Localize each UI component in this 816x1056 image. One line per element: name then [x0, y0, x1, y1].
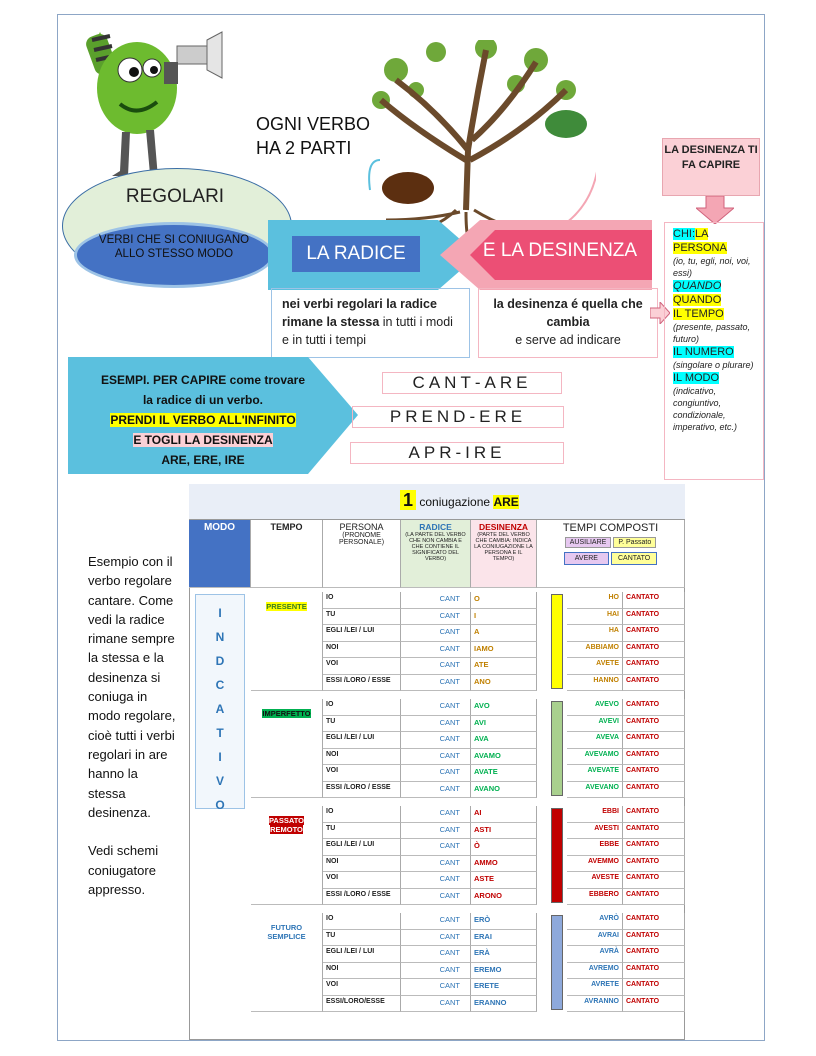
participio-cell: CANTATO — [623, 782, 685, 799]
desinenza-cell: AVI — [471, 716, 537, 733]
desinenza-cell: ERANNO — [471, 996, 537, 1013]
esempi-line-4: E TOGLI LA DESINENZA — [133, 433, 273, 447]
participio-cell: CANTATO — [623, 889, 685, 906]
esempi-line-1: ESEMPI. PER CAPIRE come trovare — [100, 373, 306, 387]
esempi-text — [78, 370, 328, 470]
persona-cell: VOI — [323, 872, 401, 889]
participio-cell: CANTATO — [623, 609, 685, 626]
desinenza-cell: ASTE — [471, 872, 537, 889]
persona-cell: TU — [323, 823, 401, 840]
participio-cell: CANTATO — [623, 732, 685, 749]
radice-cell: CANT — [401, 996, 471, 1013]
persona-cell: IO — [323, 806, 401, 823]
verb-example-3: APR -IRE — [350, 442, 564, 464]
radice-cell: CANT — [401, 609, 471, 626]
esempio-paragraph — [88, 552, 178, 899]
desinenza-cell: ERETE — [471, 979, 537, 996]
participio-cell: CANTATO — [623, 675, 685, 692]
persona-cell: VOI — [323, 765, 401, 782]
verb-example-2: PREND -ERE — [352, 406, 564, 428]
ausiliare-cell: AVEVATE — [567, 765, 623, 782]
participio-cell: CANTATO — [623, 963, 685, 980]
persona-cell: TU — [323, 609, 401, 626]
regolari-desc: VERBI CHE SI CONIUGANO ALLO STESSO MODO — [98, 234, 250, 260]
tempo-cell: PASSATO REMOTO — [251, 806, 323, 905]
desinenza-cell: Ò — [471, 839, 537, 856]
esempi-line-3: PRENDI IL VERBO ALL'INFINITO — [110, 413, 296, 427]
desinenza-cell: ERÒ — [471, 913, 537, 930]
tense-bar — [551, 594, 563, 689]
ausiliare-cell: AVEVO — [567, 699, 623, 716]
quando-italic: QUANDO — [673, 280, 722, 292]
persona-cell: EGLI /LEI / LUI — [323, 732, 401, 749]
radice-cell: CANT — [401, 823, 471, 840]
header-modo: MODO — [189, 520, 251, 588]
desinenza-note-rest: e serve ad indicare — [515, 333, 621, 347]
modo-label: IL MODO — [673, 372, 720, 384]
desinenza-cell: A — [471, 625, 537, 642]
participio-cell: CANTATO — [623, 872, 685, 889]
persona-cell: ESSI/LORO/ESSE — [323, 996, 401, 1013]
radice-note-bold: nei verbi regolari la radice rimane la stessa — [282, 297, 437, 329]
ausiliare-cell: EBBI — [567, 806, 623, 823]
desinenza-cell: AVAMO — [471, 749, 537, 766]
desinenza-info-list — [664, 222, 764, 480]
persona-cell: IO — [323, 699, 401, 716]
ausiliare-cell: AVRAI — [567, 930, 623, 947]
title-line-1: OGNI VERBO — [256, 114, 371, 134]
table-title: 1 coniugazione ARE — [400, 490, 519, 511]
header-radice: RADICE (LA PARTE DEL VERBO CHE NON CAMBIA E CHE CONTIENE IL SIGNIFICATO DEL VERBO) — [401, 520, 471, 588]
persona-cell: NOI — [323, 642, 401, 659]
header-tempo: TEMPO — [251, 520, 323, 588]
ausiliare-cell: AVEMMO — [567, 856, 623, 873]
desinenza-note — [478, 288, 658, 358]
persona-cell: NOI — [323, 856, 401, 873]
radice-note — [271, 288, 470, 358]
radice-cell: CANT — [401, 839, 471, 856]
persona-label: LA PERSONA — [673, 228, 727, 254]
esempio-text: Esempio con il verbo regolare cantare. Come vedi la radice rimane sempre la stessa e la desinenza si coniuga in modo regolare, cioè tutti i verbi regolari in are hanno la stessa desinenza. — [88, 554, 176, 820]
participio-cell: CANTATO — [623, 765, 685, 782]
tempo-cell: FUTURO SEMPLICE — [251, 913, 323, 1012]
desinenza-cell: ANO — [471, 675, 537, 692]
ausiliare-cell: EBBERO — [567, 889, 623, 906]
participio-cell: CANTATO — [623, 592, 685, 609]
participio-cell: CANTATO — [623, 625, 685, 642]
participio-cell: CANTATO — [623, 749, 685, 766]
tempo-sub: (presente, passato, futuro) — [673, 322, 751, 344]
numero-sub: (singolare o plurare) — [673, 360, 754, 370]
persona-cell: ESSI /LORO / ESSE — [323, 889, 401, 906]
ausiliare-cell: AVREMO — [567, 963, 623, 980]
radice-cell: CANT — [401, 856, 471, 873]
desinenza-cell: AMMO — [471, 856, 537, 873]
participio-cell: CANTATO — [623, 996, 685, 1013]
participio-cell: CANTATO — [623, 699, 685, 716]
header-persona: PERSONA (PRONOME PERSONALE) — [323, 520, 401, 588]
participio-cell: CANTATO — [623, 839, 685, 856]
radice-label: LA RADICE — [292, 236, 420, 272]
tempo-label: IL TEMPO — [673, 308, 724, 320]
persona-cell: IO — [323, 592, 401, 609]
radice-cell: CANT — [401, 625, 471, 642]
ausiliare-cell: AVRÒ — [567, 913, 623, 930]
persona-cell: EGLI /LEI / LUI — [323, 946, 401, 963]
persona-cell: ESSI /LORO / ESSE — [323, 782, 401, 799]
persona-cell: VOI — [323, 979, 401, 996]
down-arrow-icon — [696, 196, 734, 224]
persona-cell: NOI — [323, 963, 401, 980]
title-line-2: HA 2 PARTI — [256, 138, 352, 158]
desinenza-cell: EREMO — [471, 963, 537, 980]
tense-bar — [551, 808, 563, 903]
desinenza-cell: ERÀ — [471, 946, 537, 963]
persona-cell: NOI — [323, 749, 401, 766]
header-tempi-composti: TEMPI COMPOSTI AUSILIARE P. Passato AVERE CANTATO — [537, 520, 685, 588]
esempi-line-5: ARE, ERE, IRE — [161, 453, 245, 467]
regolari-label: REGOLARI — [125, 186, 225, 207]
persona-cell: TU — [323, 716, 401, 733]
ausiliare-cell: AVESTE — [567, 872, 623, 889]
participio-cell: CANTATO — [623, 913, 685, 930]
verb-example-1: CANT -ARE — [382, 372, 562, 394]
ausiliare-cell: AVRÀ — [567, 946, 623, 963]
persona-cell: EGLI /LEI / LUI — [323, 839, 401, 856]
radice-cell: CANT — [401, 782, 471, 799]
desinenza-cell: ARONO — [471, 889, 537, 906]
ausiliare-cell: AVEVANO — [567, 782, 623, 799]
radice-cell: CANT — [401, 872, 471, 889]
participio-cell: CANTATO — [623, 946, 685, 963]
table-body — [189, 520, 685, 1040]
desinenza-cell: I — [471, 609, 537, 626]
radice-cell: CANT — [401, 716, 471, 733]
desinenza-cell: AVO — [471, 699, 537, 716]
radice-cell: CANT — [401, 889, 471, 906]
desinenza-header: LA DESINENZA TI FA CAPIRE — [662, 138, 760, 196]
participio-cell: CANTATO — [623, 806, 685, 823]
header-desinenza: DESINENZA (PARTE DEL VERBO CHE CAMBIA: INDICA LA CONIUGAZIONE LA PERSONA E IL TEMPO) — [471, 520, 537, 588]
desinenza-cell: AVA — [471, 732, 537, 749]
ausiliare-cell: EBBE — [567, 839, 623, 856]
numero-label: IL NUMERO — [673, 346, 734, 358]
tense-bar — [551, 701, 563, 796]
ausiliare-cell: AVEVAMO — [567, 749, 623, 766]
desinenza-cell: ATE — [471, 658, 537, 675]
ausiliare-cell: HAI — [567, 609, 623, 626]
persona-cell: TU — [323, 930, 401, 947]
desinenza-cell: ASTI — [471, 823, 537, 840]
tempo-cell: IMPERFETTO — [251, 699, 323, 798]
desinenza-cell: O — [471, 592, 537, 609]
radice-cell: CANT — [401, 806, 471, 823]
participio-cell: CANTATO — [623, 979, 685, 996]
radice-cell: CANT — [401, 642, 471, 659]
participio-cell: CANTATO — [623, 856, 685, 873]
tense-bar — [551, 915, 563, 1010]
radice-cell: CANT — [401, 946, 471, 963]
ausiliare-cell: ABBIAMO — [567, 642, 623, 659]
ausiliare-cell: HO — [567, 592, 623, 609]
tree-illustration — [356, 40, 596, 240]
persona-cell: VOI — [323, 658, 401, 675]
desinenza-cell: AVATE — [471, 765, 537, 782]
modo-letters: I N D C A T I V O — [195, 594, 245, 809]
persona-cell: EGLI /LEI / LUI — [323, 625, 401, 642]
modo-sub: (indicativo, congiuntivo, condizionale, imperativo, etc.) — [673, 386, 738, 432]
ausiliare-cell: AVRANNO — [567, 996, 623, 1013]
radice-cell: CANT — [401, 930, 471, 947]
ausiliare-cell: HA — [567, 625, 623, 642]
desinenza-cell: AVANO — [471, 782, 537, 799]
chi-label: CHI: — [673, 228, 695, 240]
radice-cell: CANT — [401, 913, 471, 930]
ausiliare-cell: HANNO — [567, 675, 623, 692]
participio-cell: CANTATO — [623, 642, 685, 659]
tempo-cell: PRESENTE — [251, 592, 323, 691]
participio-cell: CANTATO — [623, 823, 685, 840]
desinenza-cell: AI — [471, 806, 537, 823]
ausiliare-cell: AVEVI — [567, 716, 623, 733]
persona-cell: IO — [323, 913, 401, 930]
persona-cell: ESSI /LORO / ESSE — [323, 675, 401, 692]
page-title — [256, 112, 370, 160]
radice-note-rest: in tutti i modi e in tutti i tempi — [282, 315, 453, 347]
desinenza-cell: IAMO — [471, 642, 537, 659]
radice-cell: CANT — [401, 658, 471, 675]
desinenza-label: E LA DESINENZA — [482, 240, 638, 261]
ausiliare-cell: AVETE — [567, 658, 623, 675]
radice-cell: CANT — [401, 963, 471, 980]
esempi-line-2: la radice di un verbo. — [142, 393, 264, 407]
radice-cell: CANT — [401, 592, 471, 609]
ausiliare-cell: AVRETE — [567, 979, 623, 996]
desinenza-note-bold: la desinenza é quella che cambia — [493, 297, 643, 329]
quando-label: QUANDO — [673, 294, 722, 306]
persona-sub: (io, tu, egli, noi, voi, essi) — [673, 256, 751, 278]
radice-cell: CANT — [401, 732, 471, 749]
vedi-text: Vedi schemi coniugatore appresso. — [88, 843, 159, 898]
radice-cell: CANT — [401, 765, 471, 782]
radice-cell: CANT — [401, 675, 471, 692]
participio-cell: CANTATO — [623, 658, 685, 675]
ausiliare-cell: AVESTI — [567, 823, 623, 840]
participio-cell: CANTATO — [623, 930, 685, 947]
radice-cell: CANT — [401, 979, 471, 996]
participio-cell: CANTATO — [623, 716, 685, 733]
radice-cell: CANT — [401, 699, 471, 716]
ausiliare-cell: AVEVA — [567, 732, 623, 749]
desinenza-cell: ERAI — [471, 930, 537, 947]
radice-cell: CANT — [401, 749, 471, 766]
